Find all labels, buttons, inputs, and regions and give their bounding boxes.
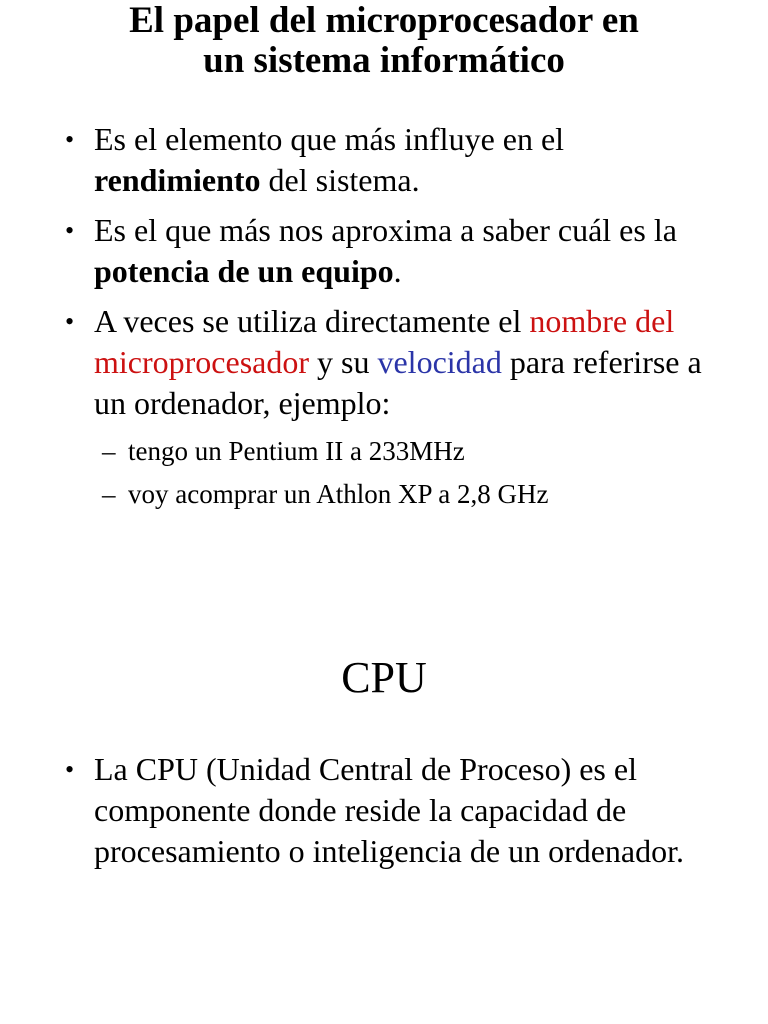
bullet-marker: • <box>65 216 75 245</box>
highlight-blue-text: velocidad <box>377 344 502 380</box>
dash-marker: – <box>102 479 116 509</box>
bullet-list <box>65 749 704 881</box>
bullet-text: La CPU (Unidad Central de Proceso) es el componente donde reside la capacidad de procesamiento o inteligencia de un ordenador. <box>94 751 685 869</box>
bullet-list <box>65 119 704 525</box>
bullet-potencia <box>65 210 704 292</box>
bullet-marker: • <box>65 307 75 336</box>
example-item <box>102 473 704 516</box>
bullet-text: Es el elemento que más influye en el <box>94 121 565 157</box>
bullet-nombre-velocidad <box>65 301 704 516</box>
slide-microprocesador <box>0 0 768 509</box>
bullet-text: y su <box>309 344 378 380</box>
bullet-bold-text: potencia de un equipo <box>94 253 394 289</box>
bullet-text: para referirse a un ordenador, ejemplo: <box>94 344 702 421</box>
bullet-text: Es el que más nos aproxima a saber cuál es la <box>94 212 677 248</box>
bullet-rendimiento <box>65 119 704 201</box>
slide-cpu <box>0 653 768 869</box>
bullet-text: . <box>393 253 402 289</box>
slide-title: CPU <box>341 653 427 702</box>
example-text: tengo un Pentium II a 233MHz <box>128 436 465 466</box>
title-line-2: un sistema informático <box>203 40 565 81</box>
title-line-1: El papel del microprocesador en <box>129 0 639 41</box>
example-item <box>102 430 704 473</box>
slide-title <box>0 0 768 81</box>
example-text: voy acomprar un Athlon XP a 2,8 GHz <box>128 479 549 509</box>
bullet-text: del sistema. <box>260 162 420 198</box>
bullet-cpu-definition <box>65 749 704 872</box>
bullet-marker: • <box>65 755 75 784</box>
bullet-marker: • <box>65 125 75 154</box>
bullet-text: A veces se utiliza directamente el <box>94 303 530 339</box>
highlight-red-text: nombre del microprocesador <box>94 303 675 380</box>
dash-marker: – <box>102 436 116 466</box>
bullet-bold-text: rendimiento <box>94 162 261 198</box>
example-sublist <box>102 430 704 516</box>
